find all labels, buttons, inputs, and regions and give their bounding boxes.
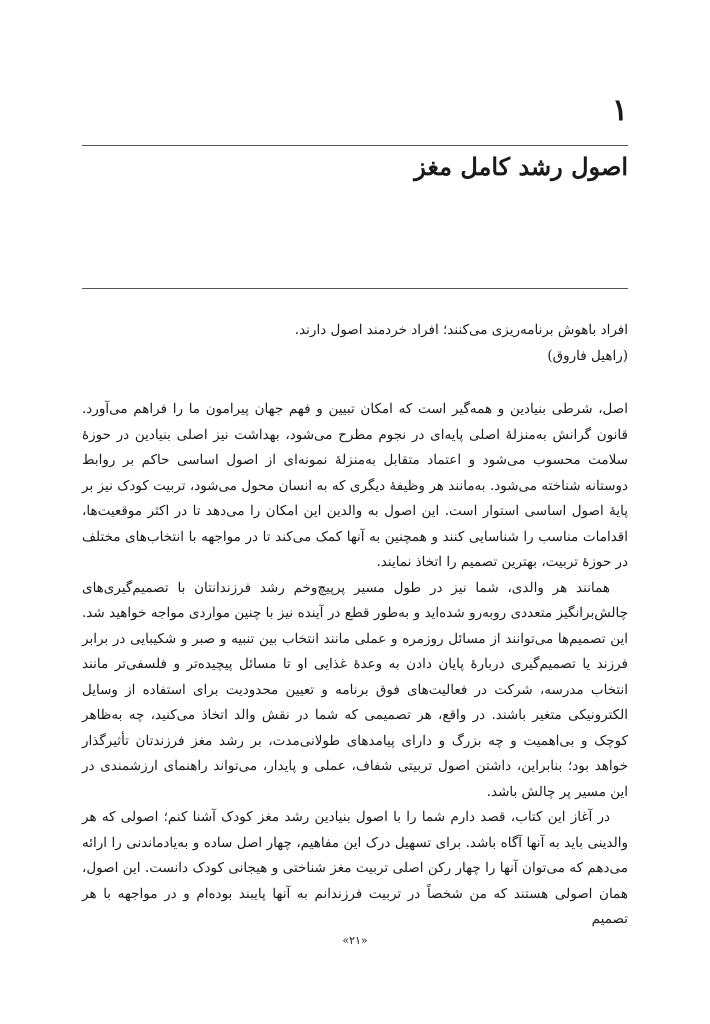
paragraph: در آغاز این کتاب، قصد دارم شما را با اصول بنیادین رشد مغز کودک آشنا کنم؛ اصولی که هر والدینی باید به آنها آگاه باشد. برای تسهیل درک این مفاهیم، چهار اصل ساده و به‌یادماندنی را ارائه می‌دهم که می‌توان آنها را چهار رکن اصلی تربیت مغز شناختی و هیجانی کودک دانست. این اصول، همان اصولی هستند که من شخصاً در تربیت فرزندانم به آنها پایبند بوده‌ام و در مواجهه با هر تصمیم [82,809,628,927]
chapter-number: ۱ [611,93,628,128]
chapter-title: اصول رشد کامل مغز [414,152,628,181]
paragraph: همانند هر والدی، شما نیز در طول مسیر پرپیچ‌وخم رشد فرزندانتان با تصمیم‌گیری‌های چالش‌برانگیز متعددی روبه‌رو شده‌اید و به‌طور قطع در آینده نیز با چنین مواردی مواجه خواهید شد. این تصمیم‌ها می‌توانند از مسائل روزمره و عملی مانند انتخاب بین تنبیه و صبر و شکیبایی در برابر فرزند یا تصمیم‌گیری دربارهٔ پایان دادن به وعدهٔ غذایی او تا مسائل پیچیده‌تر و فلسفی‌تر مانند انتخاب مدرسه، شرکت در فعالیت‌های فوق برنامه و تعیین محدودیت برای استفاده از وسایل الکترونیکی متغیر باشند. در واقع، هر تصمیمی که شما در نقش والد اتخاذ می‌کنید، چه به‌ظاهر کوچک و بی‌اهمیت و چه بزرگ و دارای پیامدهای طولانی‌مدت، بر رشد مغز فرزندتان تأثیرگذار خواهد بود؛ بنابراین، داشتن اصول تربیتی شفاف، عملی و پایدار، می‌تواند راهنمای ارزشمندی در این مسیر پر چالش باشد. [82,579,628,800]
page-number: «۲۱» [342,934,368,947]
epigraph-quote: افراد باهوش برنامه‌ریزی می‌کنند؛ افراد خردمند اصول دارند. [294,322,628,338]
top-divider [82,145,628,146]
bottom-divider [82,288,628,289]
body-text [82,397,628,933]
epigraph-author: (راهیل فاروق) [547,348,628,364]
paragraph: اصل، شرطی بنیادین و همه‌گیر است که امکان تبیین و فهم جهان پیرامون ما را فراهم می‌آورد. قانون گرانش به‌منزلهٔ اصلی پایه‌ای در نجوم مطرح می‌شود، بهداشت نیز اصلی بنیادین در حوزهٔ سلامت محسوب می‌شود و اعتماد متقابل به‌منزلهٔ نمونه‌ای از اصول اساسی حاکم بر روابط دوستانه شناخته می‌شود. به‌مانند هر وظیفهٔ دیگری که به انسان محول می‌شود، تربیت کودک نیز بر پایهٔ اصول اساسی استوار است. این اصول به والدین این امکان را می‌دهد تا در اکثر موقعیت‌ها، اقدامات مناسب را شناسایی کنند و همچنین به آنها کمک می‌کند تا در مواجهه با انتخاب‌های مختلف در حوزهٔ تربیت، بهترین تصمیم را اتخاذ نمایند. [82,401,628,570]
